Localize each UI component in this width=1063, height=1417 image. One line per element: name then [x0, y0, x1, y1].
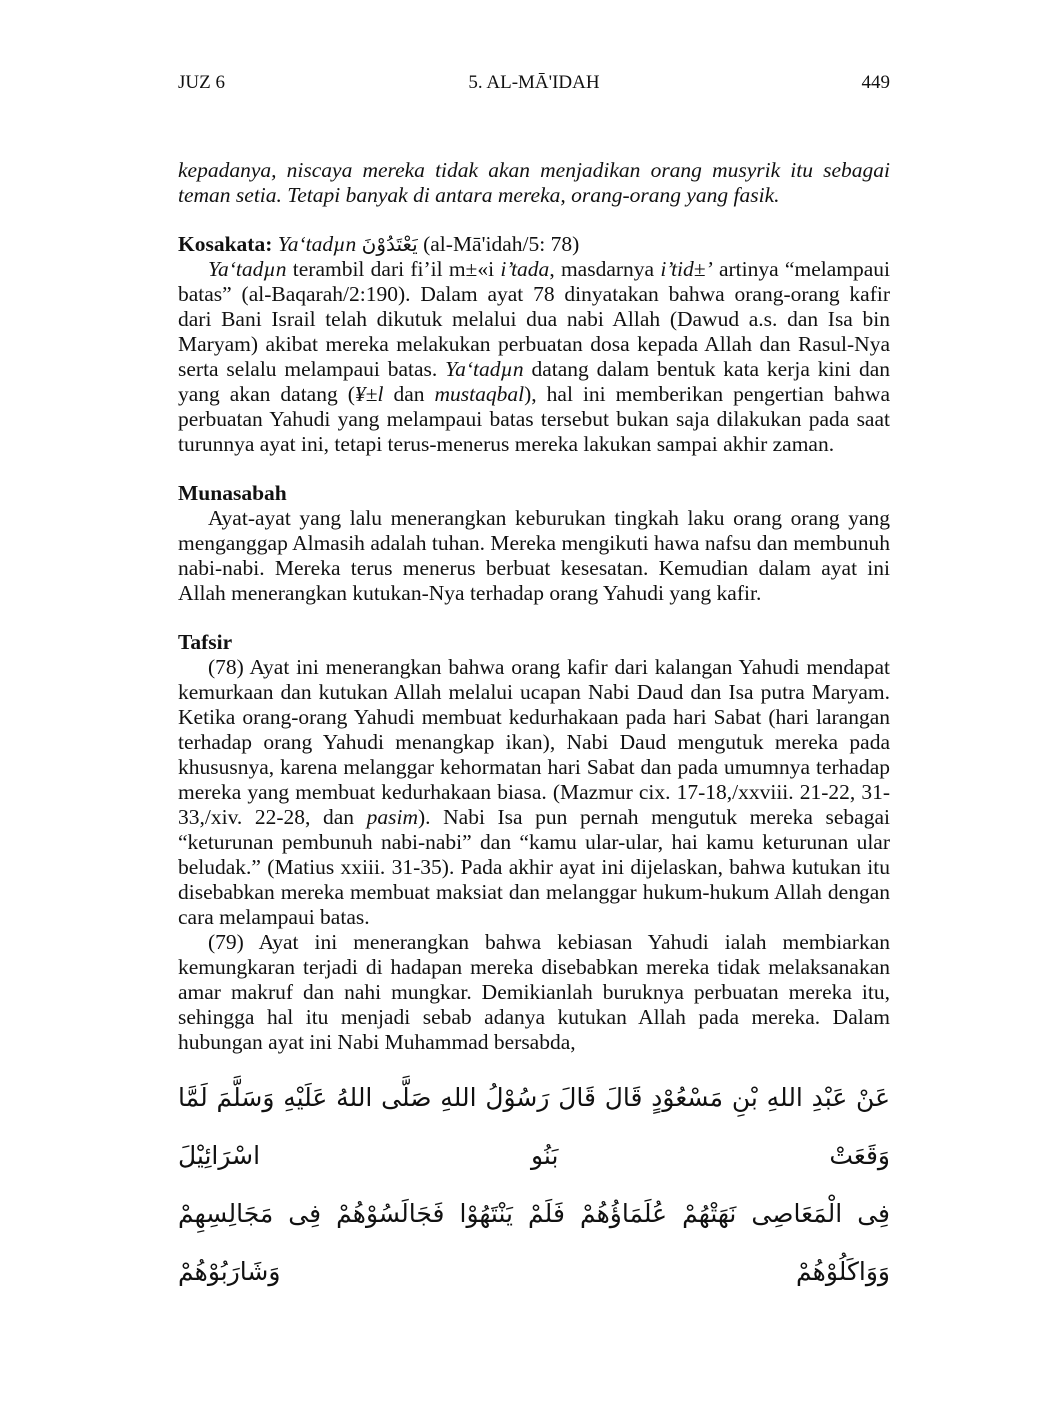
page-header: [178, 72, 890, 102]
text-span: ), hal ini memberikan pengertian bahwa perbuatan Yahudi yang melampaui batas tersebut bukan saja dilakukan pada saat turunnya ayat ini, tetapi terus-menerus mereka lakukan sampai akhir zaman.: [178, 382, 890, 456]
term-italic: i’tada: [500, 257, 550, 281]
kosakata-arabic: يَعْتَدُوْنَ: [361, 232, 418, 256]
hadith-line: عَنْ عَبْدِ اللهِ بْنِ مَسْعُوْدٍ قَالَ قَالَ رَسُوْلُ اللهِ صَلَّى اللهُ عَلَيْهِ وَسَلَّمَ لَمَّا وَقَعَتْ بَنُو اسْرَائِيْلَ: [178, 1083, 890, 1170]
surah-title: 5. AL-MĀ'IDAH: [468, 72, 600, 93]
kosakata-ref: (al-Mā'idah/5: 78): [423, 232, 580, 256]
munasabah-heading: Munasabah: [178, 481, 287, 505]
text-span: ). Nabi Isa pun pernah mengutuk mereka sebagai “keturunan pembunuh nabi-nabi” dan “kamu ular-ular, hai kamu keturunan ular beludak.” (Matius xxiii. 31-35). Pada akhir ayat ini dijelaskan, bahwa kutukan itu disebabkan mereka membuat maksiat dan melanggar hukum-hukum Allah dengan cara melampaui batas.: [178, 805, 890, 929]
spacer: [178, 606, 890, 630]
tafsir-paragraph-79: (79) Ayat ini menerangkan bahwa kebiasan Yahudi ialah membiarkan kemungkaran terjadi di hadapan mereka disebabkan mereka tidak melaksanakan amar makruf dan nahi mungkar. Demikianlah buruknya perbuatan mereka itu, sehingga hal itu menjadi sebab adanya kutukan Allah pada mereka. Dalam hubungan ayat ini Nabi Muhammad bersabda,: [178, 930, 890, 1054]
text-span: artinya “melampaui batas” (al-Baqarah/2:190). Dalam ayat 78 dinyatakan bahwa orang-orang kafir dari Bani Israil telah dikutuk melalui dua nabi Allah (Dawud a.s. dan Isa bin Maryam) akibat mereka melakukan perbuatan dosa kepada Allah dan Rasul-Nya serta selalu melampaui batas.: [178, 257, 890, 381]
hadith-line: فِى الْمَعَاصِى نَهَتْهُمْ عُلَمَاؤُهُمْ فَلَمْ يَنْتَهُوْا فَجَالَسُوْهُمْ فِى مَجَالِسِهِمْ وَوَاكَلُوْهُمْ وَشَارَبُوْهُمْ: [178, 1199, 890, 1286]
text-span: dan: [383, 382, 435, 406]
hadith-arabic: [178, 1069, 890, 1301]
term-italic: pasim: [366, 805, 419, 829]
tafsir-paragraph-78: [178, 655, 890, 930]
juz-label: JUZ 6: [178, 72, 225, 93]
kosakata-label: Kosakata:: [178, 232, 273, 256]
term-italic: i’tid±’: [660, 257, 713, 281]
kosakata-heading: [178, 232, 890, 257]
page-number: 449: [861, 72, 890, 93]
term-italic: ¥±l: [354, 382, 384, 406]
munasabah-paragraph: Ayat-ayat yang lalu menerangkan keburukan tingkah laku orang orang yang menganggap Almasih adalah tuhan. Mereka mengikuti hawa nafsu dan membunuh nabi-nabi. Mereka terus menerus berbuat kesesatan. Kemudian dalam ayat ini Allah menerangkan kutukan-Nya terhadap orang Yahudi yang kafir.: [178, 506, 890, 605]
spacer: [178, 457, 890, 481]
tafsir-heading: Tafsir: [178, 630, 233, 654]
text-span: terambil dari fi’il m±«i: [286, 257, 501, 281]
spacer: [178, 208, 890, 232]
text-span: (78) Ayat ini menerangkan bahwa orang kafir dari kalangan Yahudi mendapat kemurkaan dan kutukan Allah melalui ucapan Nabi Daud dan Isa putra Maryam. Ketika orang-orang Yahudi membuat kedurhakaan pada hari Sabat (hari larangan terhadap orang Yahudi menangkap ikan), Nabi Daud mengutuk mereka pada khususnya, karena melanggar kehormatan hari Sabat dan pada umumnya terhadap mereka yang membuat kedurhakaan biasa. (Mazmur cix. 17-18,/xxviii. 21-22, 31-33,/xiv. 22-28, dan: [178, 655, 890, 829]
text-span: , masdarnya: [549, 257, 661, 281]
kosakata-term: Ya‘tadµn: [277, 232, 357, 256]
term-italic: Ya‘tadµn: [208, 257, 287, 281]
term-italic: Ya‘tadµn: [445, 357, 524, 381]
term-italic: mustaqbal: [434, 382, 525, 406]
kosakata-paragraph: [178, 257, 890, 457]
intro-paragraph: kepadanya, niscaya mereka tidak akan menjadikan orang musyrik itu sebagai teman setia. Tetapi banyak di antara mereka, orang-orang yang fasik.: [178, 158, 890, 207]
text-span: datang dalam bentuk kata kerja kini dan yang akan datang (: [178, 357, 891, 406]
page-body: [178, 158, 890, 1301]
